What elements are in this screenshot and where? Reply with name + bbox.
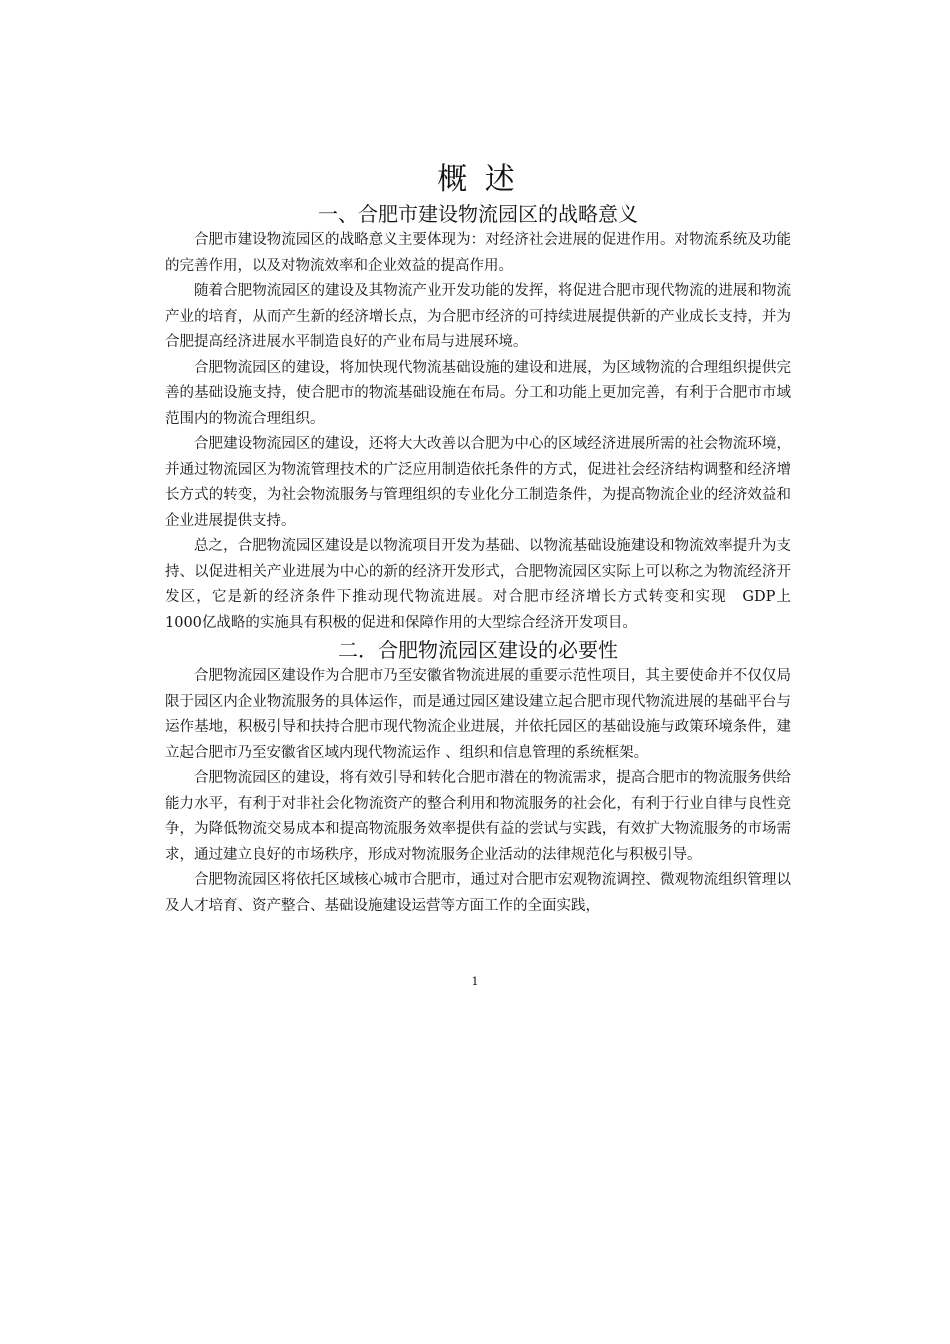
paragraph: 合肥物流园区将依托区域核心城市合肥市，通过对合肥市宏观物流调控、微观物流组织管理以及人才培育、资产整合、基础设施建设运营等方面工作的全面实践， <box>165 872 791 914</box>
paragraph: 合肥物流园区的建设，将加快现代物流基础设施的建设和进展，为区域物流的合理组织提供完善的基础设施支持，使合肥市的物流基础设施在布局。分工和功能上更加完善，有利于合肥市市域范围内的物流合理组织。 <box>165 359 791 427</box>
section-heading-2: 二．合肥物流园区建设的必要性 <box>338 638 618 662</box>
document-body <box>165 160 806 919</box>
paragraph: 合肥物流园区建设作为合肥市乃至安徽省物流进展的重要示范性项目，其主要使命并不仅仅局限于园区内企业物流服务的具体运作，而是通过园区建设建立起合肥市现代物流进展的基础平台与运作基地，积极引导和扶持合肥市现代物流企业进展，并依托园区的基础设施与政策环境条件，建立起合肥市乃至安徽省区域内现代物流运作 、组织和信息管理的系统框架。 <box>165 668 791 761</box>
paragraph: 合肥市建设物流园区的战略意义主要体现为：对经济社会进展的促进作用。对物流系统及功能的完善作用，以及对物流效率和企业效益的提高作用。 <box>165 232 791 274</box>
section-heading-1: 一、合肥市建设物流园区的战略意义 <box>318 202 638 226</box>
paragraph: 随着合肥物流园区的建设及其物流产业开发功能的发挥，将促进合肥市现代物流的进展和物流产业的培育，从而产生新的经济增长点，为合肥市经济的可持续进展提供新的产业成长支持，并为合肥提高经济进展水平制造良好的产业布局与进展环境。 <box>165 283 791 350</box>
document-title: 概 述 <box>437 162 519 197</box>
paragraph: 合肥物流园区的建设，将有效引导和转化合肥市潜在的物流需求，提高合肥市的物流服务供给能力水平，有利于对非社会化物流资产的整合利用和物流服务的社会化，有利于行业自律与良性竞争，为降低物流交易成本和提高物流服务效率提供有益的尝试与实践，有效扩大物流服务的市场需求，通过建立良好的市场秩序，形成对物流服务企业活动的法律规范化与积极引导。 <box>165 770 791 863</box>
paragraph: 合肥建设物流园区的建设，还将大大改善以合肥为中心的区域经济进展所需的社会物流环境，并通过物流园区为物流管理技术的广泛应用制造依托条件的方式，促进社会经济结构调整和经济增长方式的转变，为社会物流服务与管理组织的专业化分工制造条件，为提高物流企业的经济效益和企业进展提供支持。 <box>165 436 791 529</box>
page-number: 1 <box>471 975 479 988</box>
paragraph: 总之，合肥物流园区建设是以物流项目开发为基础、以物流基础设施建设和物流效率提升为支持、以促进相关产业进展为中心的新的经济开发形式，合肥物流园区实际上可以称之为物流经济开发区，它是新的经济条件下推动现代物流进展。对合肥市经济增长方式转变和实现 GDP上 1000亿战略的实施具有积极的促进和保障作用的大型综合经济开发项目。 <box>165 538 806 631</box>
